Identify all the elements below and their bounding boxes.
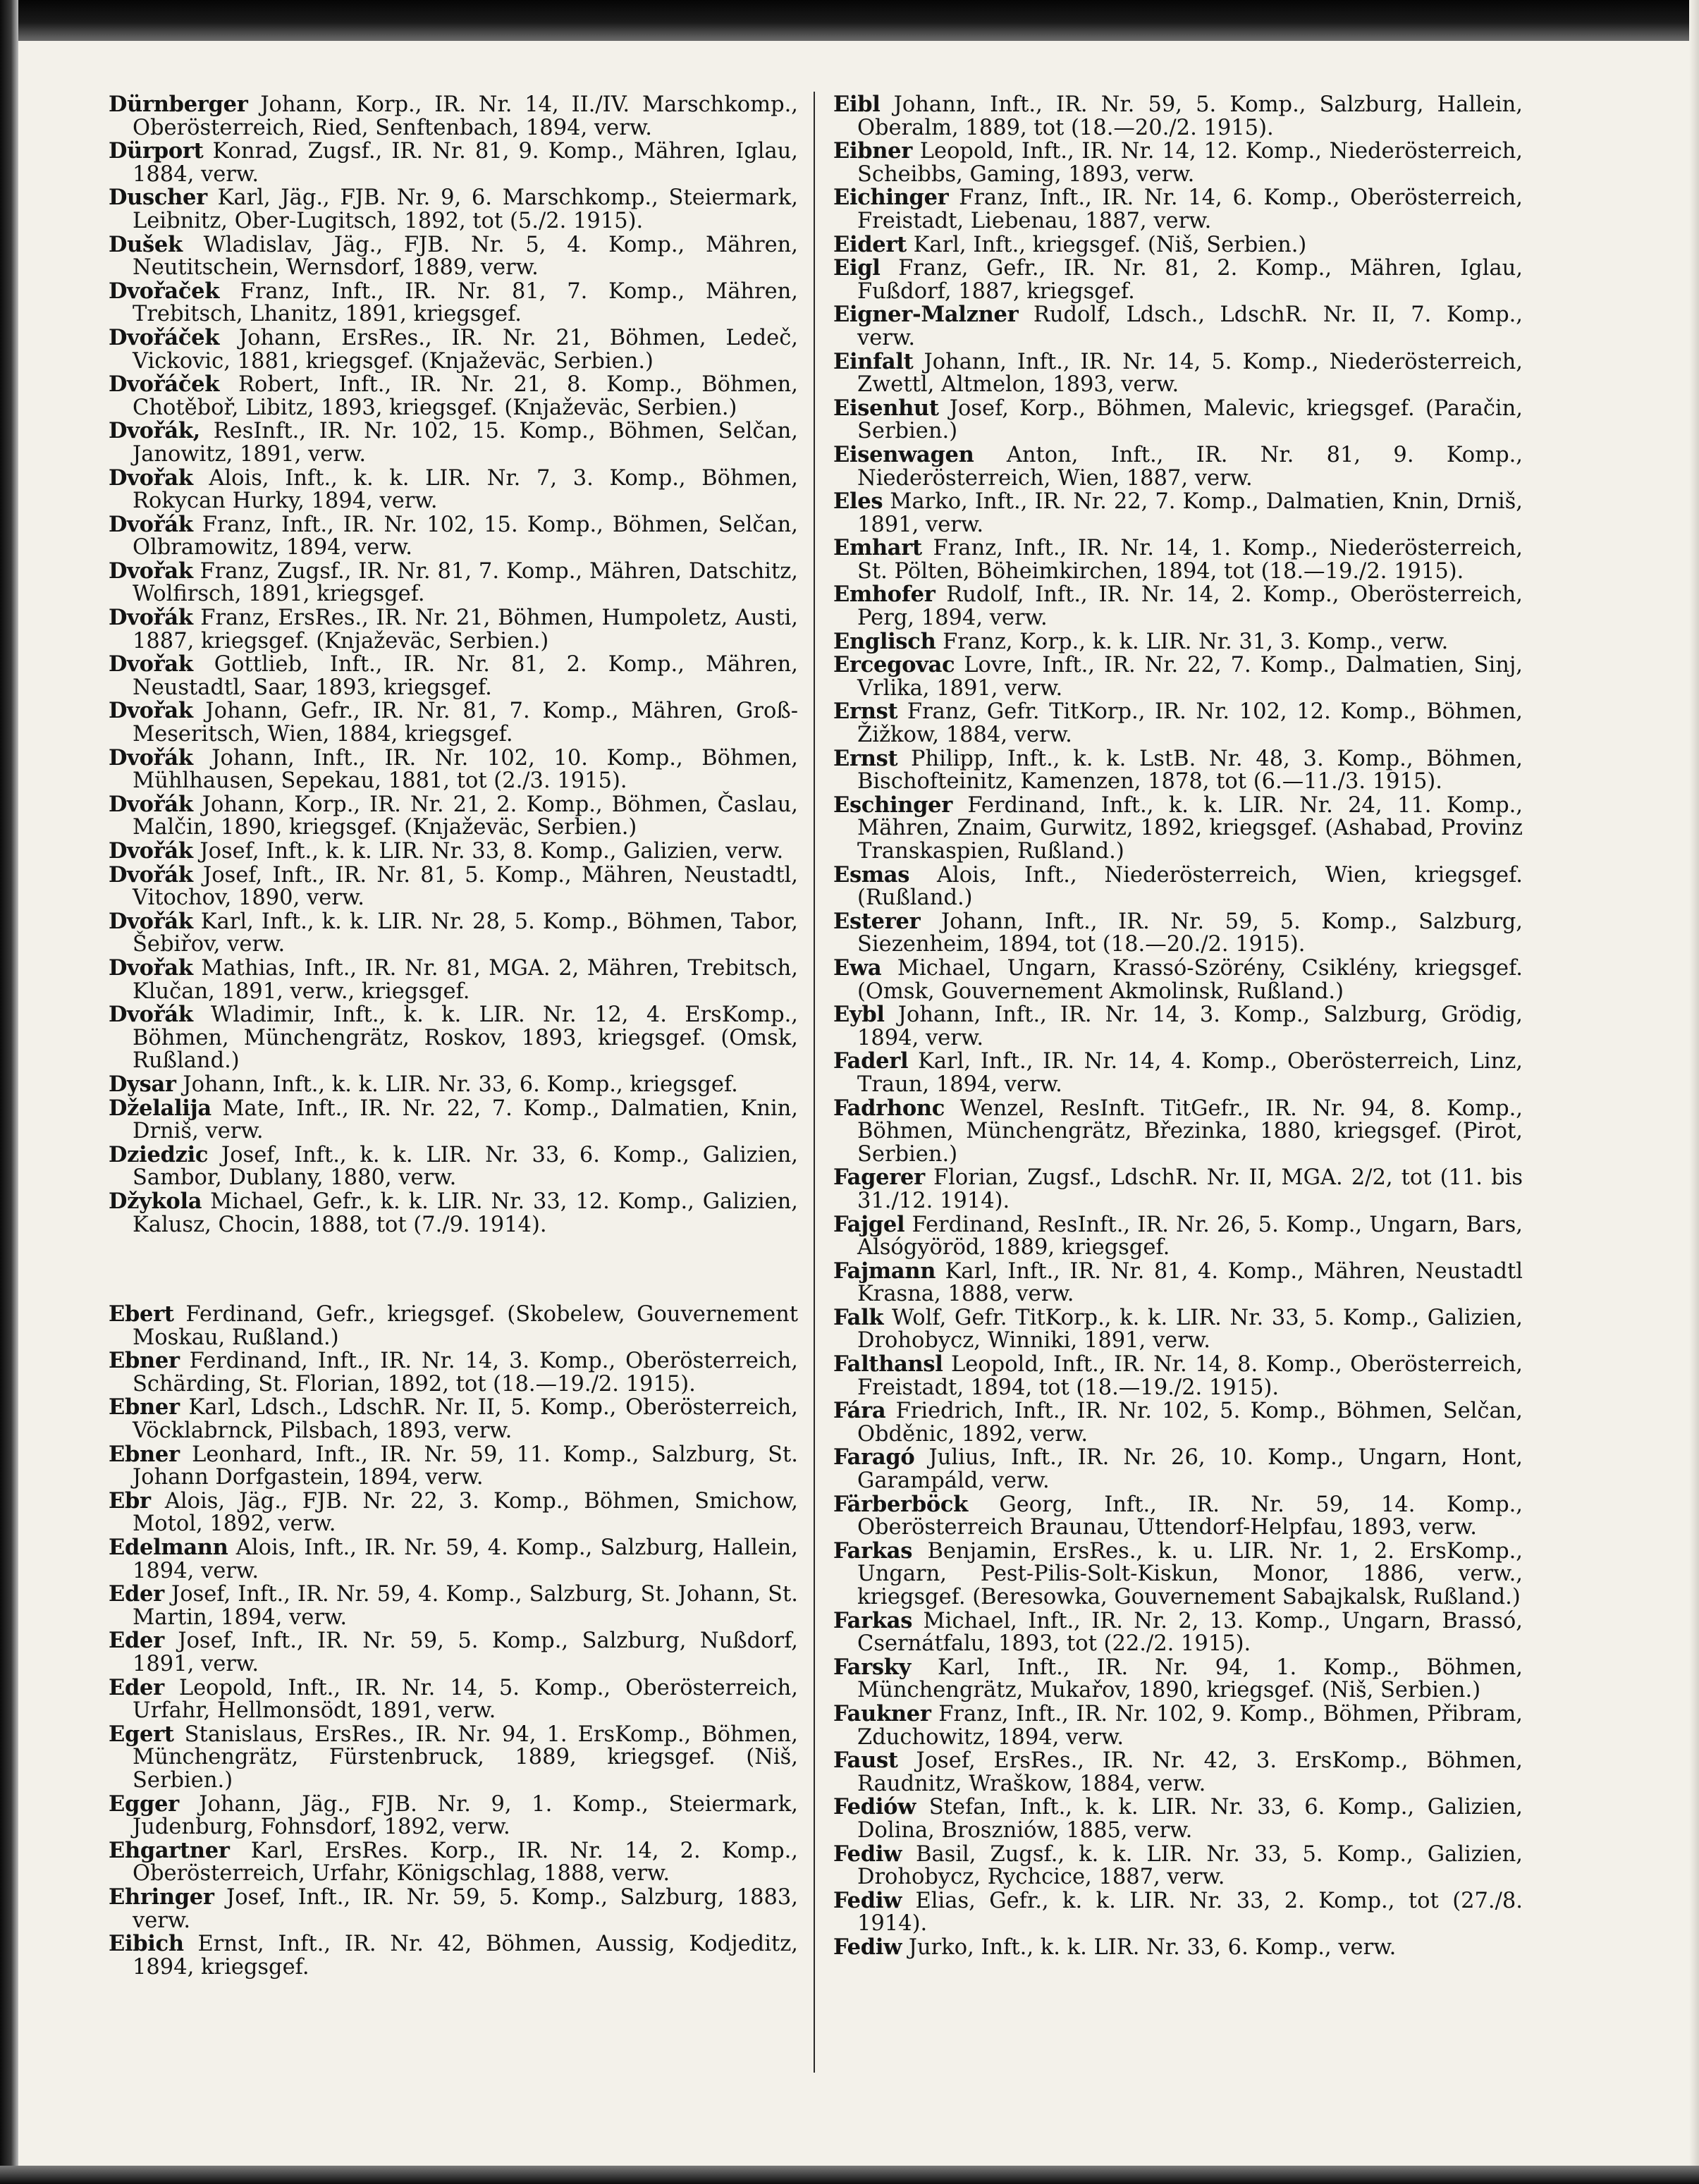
register-entry (109, 1583, 798, 1629)
left-column (109, 93, 798, 1979)
entry-surname: Egger (109, 1791, 179, 1817)
entry-surname: Dvořak (109, 955, 193, 981)
entry-surname: Dürport (109, 138, 204, 164)
entry-details: Johann, Korp., IR. Nr. 21, 2. Komp., Böhmen, Časlau, Malčin, 1890, kriegsgef. (Knjaževäc, Serbien.) (133, 792, 798, 840)
entry-surname: Fediw (833, 1841, 902, 1867)
register-entry (109, 861, 798, 911)
entry-details: Karl, Inft., IR. Nr. 81, 4. Komp., Mähren, Neustadtl Krasna, 1888, verw. (857, 1258, 1523, 1307)
entry-details: Franz, Inft., IR. Nr. 102, 9. Komp., Böhmen, Přibram, Zduchowitz, 1894, verw. (857, 1701, 1523, 1750)
entry-details: Wenzel, ResInft. TitGefr., IR. Nr. 94, 8. Komp., Böhmen, Münchengrätz, Březinka, 1880, kriegsgef. (Pirot, Serbien.) (857, 1096, 1523, 1167)
entry-details: Karl, Inft., kriegsgef. (Niš, Serbien.) (906, 232, 1307, 257)
entry-surname: Dziedzic (109, 1141, 209, 1167)
entry-details: Basil, Zugsf., k. k. LIR. Nr. 33, 5. Komp., Galizien, Drohobycz, Rychcice, 1887, verw. (857, 1841, 1523, 1890)
entry-details: Franz, Gefr. TitKorp., IR. Nr. 102, 12. Komp., Böhmen, Žižkow, 1884, verw. (857, 699, 1523, 748)
entry-details: Franz, Inft., IR. Nr. 14, 6. Komp., Oberösterreich, Freistadt, Liebenau, 1887, verw. (857, 185, 1523, 233)
entry-surname: Egert (109, 1721, 174, 1747)
entry-surname: Dželalija (109, 1095, 211, 1121)
entry-details: Karl, Jäg., FJB. Nr. 9, 6. Marschkomp., Steiermark, Leibnitz, Ober-Lugitsch, 1892, tot (5./2. 1915). (133, 185, 798, 233)
entry-details: Franz, Gefr., IR. Nr. 81, 2. Komp., Mähren, Iglau, Fußdorf, 1887, kriegsgef. (857, 256, 1523, 304)
entry-surname: Fára (833, 1398, 886, 1424)
entry-details: Michael, Inft., IR. Nr. 2, 13. Komp., Ungarn, Brassó, Csernátfalu, 1893, tot (22./2. 1915). (857, 1608, 1523, 1657)
entry-surname: Einfalt (833, 348, 914, 374)
register-entry (109, 910, 798, 957)
entry-surname: Eigner-Malzner (833, 302, 1019, 328)
right-column (833, 93, 1523, 1960)
entry-details: Alois, Inft., IR. Nr. 59, 4. Komp., Salzburg, Hallein, 1894, verw. (133, 1535, 798, 1583)
register-entry (833, 1843, 1523, 1889)
entry-details: Josef, Inft., k. k. LIR. Nr. 33, 8. Komp., Galizien, verw. (192, 839, 784, 864)
register-entry (109, 467, 798, 513)
entry-details: Wladislav, Jäg., FJB. Nr. 5, 4. Komp., Mähren, Neutitschein, Wernsdorf, 1889, verw. (133, 232, 798, 281)
register-entry (109, 699, 798, 746)
entry-surname: Faukner (833, 1700, 931, 1726)
entry-details: Franz, Korp., k. k. LIR. Nr. 31, 3. Komp., verw. (936, 629, 1449, 654)
entry-surname: Eder (109, 1581, 164, 1607)
entry-surname: Esterer (833, 908, 921, 934)
entry-surname: Farkas (833, 1607, 913, 1633)
register-entry (109, 373, 798, 419)
entry-details: Franz, ErsRes., IR. Nr. 21, Böhmen, Humpoletz, Austi, 1887, kriegsgef. (Knjaževäc, Serbien.) (133, 606, 798, 654)
entry-surname: Eibner (833, 138, 913, 164)
right-entries (833, 93, 1523, 1960)
register-entry (833, 1399, 1523, 1446)
entry-details: Josef, Inft., IR. Nr. 59, 4. Komp., Salzburg, St. Johann, St. Martin, 1894, verw. (133, 1582, 798, 1630)
register-entry (833, 1097, 1523, 1167)
entry-surname: Ebner (109, 1441, 180, 1467)
entry-details: Florian, Zugsf., LdschR. Nr. II, MGA. 2/2, tot (11. bis 31./12. 1914). (857, 1165, 1523, 1213)
entry-details: Mathias, Inft., IR. Nr. 81, MGA. 2, Mähren, Trebitsch, Klučan, 1891, verw., kriegsgef. (133, 955, 798, 1004)
entry-surname: Eles (833, 489, 883, 515)
entry-details: Johann, Inft., IR. Nr. 14, 3. Komp., Salzburg, Grödig, 1894, verw. (857, 1002, 1523, 1050)
register-entry (109, 1793, 798, 1839)
scan-bottom-border (0, 2166, 1699, 2184)
entry-details: Ferdinand, Gefr., kriegsgef. (Skobelew, Gouvernement Moskau, Rußland.) (133, 1302, 798, 1350)
entry-details: Georg, Inft., IR. Nr. 59, 14. Komp., Oberösterreich Braunau, Uttendorf-Helpfau, 1893, verw. (857, 1492, 1523, 1540)
entry-details: Franz, Inft., IR. Nr. 102, 15. Komp., Böhmen, Selčan, Olbramowitz, 1894, verw. (133, 512, 798, 560)
entry-details: Leopold, Inft., IR. Nr. 14, 8. Komp., Oberösterreich, Freistadt, 1894, tot (18.—19./2. 1915). (857, 1352, 1523, 1400)
register-entry (109, 1839, 798, 1886)
register-entry (833, 1656, 1523, 1703)
register-entry (109, 606, 798, 653)
entry-surname: Fediów (833, 1794, 916, 1820)
entry-surname: Dvořák (109, 511, 193, 537)
register-entry (833, 140, 1523, 186)
entry-surname: Eybl (833, 1002, 885, 1028)
register-entry (833, 957, 1523, 1003)
entry-details: Friedrich, Inft., IR. Nr. 102, 5. Komp., Böhmen, Selčan, Obděnic, 1892, verw. (857, 1399, 1523, 1447)
entry-details: Alois, Jäg., FJB. Nr. 22, 3. Komp., Böhmen, Smichow, Motol, 1892, verw. (133, 1488, 798, 1537)
entry-details: Johann, Korp., IR. Nr. 14, II./IV. Marschkomp., Oberösterreich, Ried, Senftenbach, 1894, verw. (133, 92, 798, 140)
entry-surname: Eder (109, 1628, 164, 1654)
entry-surname: Fediw (833, 1934, 902, 1960)
register-entry (109, 1443, 798, 1490)
register-entry (109, 419, 798, 466)
entry-surname: Dvořak (109, 465, 193, 491)
entry-details: Ferdinand, ResInft., IR. Nr. 26, 5. Komp., Ungarn, Bars, Alsógyöröd, 1889, kriegsgef. (857, 1212, 1523, 1260)
entry-details: Anton, Inft., IR. Nr. 81, 9. Komp., Niederösterreich, Wien, 1887, verw. (857, 442, 1523, 491)
entry-surname: Dvořák (109, 791, 193, 817)
entry-details: Konrad, Zugsf., IR. Nr. 81, 9. Komp., Mähren, Iglau, 1884, verw. (133, 139, 798, 187)
register-entry (833, 1003, 1523, 1050)
register-entry (109, 140, 798, 186)
entry-details: Johann, Inft., IR. Nr. 14, 5. Komp., Niederösterreich, Zwettl, Altmelon, 1893, verw. (857, 349, 1523, 398)
register-entry (833, 257, 1523, 303)
entry-surname: Englisch (833, 628, 936, 654)
entry-surname: Dvořáček (109, 372, 220, 398)
register-entry (109, 1143, 798, 1190)
entry-surname: Dysar (109, 1071, 176, 1097)
entry-surname: Eschinger (833, 792, 953, 818)
entry-surname: Ebr (109, 1487, 151, 1514)
entry-details: Franz, Inft., IR. Nr. 14, 1. Komp., Niederösterreich, St. Pölten, Böheimkirchen, 1894, tot (18.—19./2. 1915). (857, 536, 1523, 584)
entry-details: ResInft., IR. Nr. 102, 15. Komp., Böhmen, Selčan, Janowitz, 1891, verw. (133, 419, 798, 467)
entry-details: Marko, Inft., IR. Nr. 22, 7. Komp., Dalmatien, Knin, Drniš, 1891, verw. (857, 489, 1523, 537)
entry-details: Franz, Inft., IR. Nr. 81, 7. Komp., Mähren, Trebitsch, Lhanitz, 1891, kriegsgef. (133, 278, 798, 327)
entry-details: Karl, Inft., IR. Nr. 14, 4. Komp., Oberösterreich, Linz, Traun, 1894, verw. (857, 1049, 1523, 1097)
entry-details: Josef, Inft., IR. Nr. 59, 5. Komp., Salzburg, Nußdorf, 1891, verw. (133, 1628, 798, 1676)
register-entry (109, 793, 798, 840)
entry-surname: Dvořak (109, 651, 193, 677)
entry-surname: Fagerer (833, 1165, 925, 1191)
scan-right-shadow (1689, 0, 1699, 2184)
register-entry (109, 1676, 798, 1723)
entry-surname: Dürnberger (109, 92, 248, 117)
entry-surname: Falthansl (833, 1351, 943, 1378)
entry-surname: Ebner (109, 1394, 180, 1421)
entry-details: Johann, Inft., IR. Nr. 59, 5. Komp., Salzburg, Hallein, Oberalm, 1889, tot (18.—20./2. 1915). (857, 92, 1523, 140)
scan-left-border (0, 0, 18, 2184)
register-entry (833, 794, 1523, 864)
entry-surname: Falk (833, 1304, 884, 1330)
entry-details: Wolf, Gefr. TitKorp., k. k. LIR. Nr. 33, 5. Komp., Galizien, Drohobycz, Winniki, 1891, verw. (857, 1305, 1523, 1354)
register-entry (833, 186, 1523, 233)
register-entry (833, 536, 1523, 583)
left-entries-e (109, 1303, 798, 1979)
entry-surname: Eibich (109, 1931, 184, 1957)
register-entry (109, 1487, 798, 1537)
register-entry (109, 513, 798, 560)
register-entry (109, 1723, 798, 1793)
register-entry (833, 861, 1523, 911)
entry-details: Rudolf, Inft., IR. Nr. 14, 2. Komp., Oberösterreich, Perg, 1894, verw. (857, 582, 1523, 631)
entry-details: Leonhard, Inft., IR. Nr. 59, 11. Komp., Salzburg, St. Johann Dorfgastein, 1894, verw. (133, 1442, 798, 1490)
register-entry (833, 1540, 1523, 1609)
entry-details: Michael, Ungarn, Krassó-Szörény, Csiklény, kriegsgef. (Omsk, Gouvernement Akmolinsk, Rußland.) (857, 955, 1523, 1004)
entry-details: Philipp, Inft., k. k. LstB. Nr. 48, 3. Komp., Böhmen, Bischofteinitz, Kamenzen, 1878, tot (6.—11./3. 1915). (857, 746, 1523, 795)
register-entry (833, 1700, 1523, 1750)
register-entry (833, 1889, 1523, 1936)
entry-details: Johann, Inft., IR. Nr. 102, 10. Komp., Böhmen, Mühlhausen, Sepekau, 1881, tot (2./3. 1915). (133, 745, 798, 794)
entry-details: Josef, Inft., IR. Nr. 59, 5. Komp., Salzburg, 1883, verw. (133, 1884, 798, 1933)
register-entry (833, 1166, 1523, 1213)
entry-surname: Ebert (109, 1301, 174, 1327)
entry-surname: Dušek (109, 231, 183, 257)
entry-surname: Dvořák (109, 838, 193, 864)
entry-surname: Dvořák (109, 861, 193, 888)
entry-surname: Färberböck (833, 1491, 968, 1517)
entry-details: Johann, ErsRes., IR. Nr. 21, Böhmen, Ledeč, Vickovic, 1881, kriegsgef. (Knjaževäc, Serbien.) (133, 325, 798, 374)
register-entry (833, 1493, 1523, 1540)
entry-surname: Ebner (109, 1348, 180, 1374)
entry-surname: Džykola (109, 1188, 202, 1214)
register-entry (109, 840, 798, 864)
register-entry (833, 303, 1523, 350)
column-divider (814, 92, 815, 2073)
register-entry (833, 233, 1523, 257)
register-entry (833, 1260, 1523, 1306)
entry-details: Gottlieb, Inft., IR. Nr. 81, 2. Komp., Mähren, Neustadtl, Saar, 1893, kriegsgef. (133, 652, 798, 700)
entry-details: Johann, Jäg., FJB. Nr. 9, 1. Komp., Steiermark, Judenburg, Fohnsdorf, 1892, verw. (133, 1791, 798, 1840)
register-entry (109, 1349, 798, 1396)
register-entry (109, 1396, 798, 1442)
entry-surname: Eibl (833, 92, 881, 117)
register-entry (833, 654, 1523, 700)
register-entry (109, 1097, 798, 1143)
entry-surname: Dvořáček (109, 324, 220, 350)
scan-top-border (0, 0, 1699, 41)
entry-surname: Eisenhut (833, 395, 939, 421)
entry-surname: Dvořak (109, 558, 193, 584)
entry-details: Julius, Inft., IR. Nr. 26, 10. Komp., Ungarn, Hont, Garampáld, verw. (857, 1445, 1523, 1494)
register-entry (109, 233, 798, 280)
register-entry (109, 560, 798, 606)
entry-details: Ernst, Inft., IR. Nr. 42, Böhmen, Aussig, Kodjeditz, 1894, kriegsgef. (133, 1932, 798, 1980)
register-entry (833, 1446, 1523, 1492)
entry-surname: Dvořák (109, 605, 193, 631)
entry-surname: Ernst (833, 699, 898, 725)
entry-surname: Edelmann (109, 1535, 228, 1561)
entry-details: Josef, Inft., IR. Nr. 81, 5. Komp., Mähren, Neustadtl, Vitochov, 1890, verw. (133, 862, 798, 911)
entry-details: Josef, Inft., k. k. LIR. Nr. 33, 6. Komp., Galizien, Sambor, Dublany, 1880, verw. (133, 1142, 798, 1191)
entry-details: Johann, Gefr., IR. Nr. 81, 7. Komp., Mähren, Groß-Meseritsch, Wien, 1884, kriegsgef. (133, 699, 798, 747)
entry-details: Leopold, Inft., IR. Nr. 14, 12. Komp., Niederösterreich, Scheibbs, Gaming, 1893, verw. (857, 139, 1523, 187)
entry-surname: Farkas (833, 1538, 913, 1564)
entry-surname: Fediw (833, 1887, 902, 1913)
register-entry (833, 397, 1523, 443)
entry-details: Josef, Korp., Böhmen, Malevic, kriegsgef. (Paračin, Serbien.) (857, 395, 1523, 444)
entry-details: Josef, ErsRes., IR. Nr. 42, 3. ErsKomp., Böhmen, Raudnitz, Wraškow, 1884, verw. (857, 1748, 1523, 1796)
entry-surname: Faragó (833, 1444, 915, 1471)
entry-details: Leopold, Inft., IR. Nr. 14, 5. Komp., Oberösterreich, Urfahr, Hellmonsödt, 1891, verw. (133, 1675, 798, 1724)
register-entry (109, 1536, 798, 1583)
entry-surname: Dvořák (109, 1002, 193, 1028)
register-entry (833, 350, 1523, 397)
entry-surname: Eigl (833, 255, 881, 281)
entry-surname: Eichinger (833, 185, 949, 211)
entry-surname: Eidert (833, 231, 907, 257)
entry-surname: Fajmann (833, 1258, 936, 1284)
register-entry (109, 1190, 798, 1237)
entry-surname: Faderl (833, 1048, 909, 1074)
entry-details: Stefan, Inft., k. k. LIR. Nr. 33, 6. Komp., Galizien, Dolina, Broszniów, 1885, verw. (857, 1795, 1523, 1843)
entry-details: Johann, Inft., k. k. LIR. Nr. 33, 6. Komp., kriegsgef. (176, 1072, 738, 1097)
register-entry (833, 1749, 1523, 1796)
entry-surname: Farsky (833, 1654, 912, 1680)
register-entry (109, 1629, 798, 1676)
register-entry (833, 1936, 1523, 1960)
entry-details: Rudolf, Ldsch., LdschR. Nr. II, 7. Komp., verw. (857, 302, 1523, 350)
entry-details: Johann, Inft., IR. Nr. 59, 5. Komp., Salzburg, Siezenheim, 1894, tot (18.—20./2. 1915). (857, 909, 1523, 957)
entry-details: Karl, Inft., k. k. LIR. Nr. 28, 5. Komp., Böhmen, Tabor, Šebiřov, verw. (133, 909, 798, 957)
entry-surname: Faust (833, 1748, 898, 1774)
entry-surname: Eisenwagen (833, 441, 974, 467)
register-entry (109, 326, 798, 373)
entry-surname: Ehringer (109, 1884, 214, 1910)
register-entry (833, 1796, 1523, 1842)
entry-surname: Fajgel (833, 1211, 905, 1237)
entry-details: Robert, Inft., IR. Nr. 21, 8. Komp., Böhmen, Chotěboř, Libitz, 1893, kriegsgef. (Knjaževäc, Serbien.) (133, 372, 798, 420)
register-entry (833, 747, 1523, 794)
entry-surname: Dvořaček (109, 278, 220, 304)
register-entry (109, 1003, 798, 1073)
left-entries-d (109, 93, 798, 1237)
register-entry (833, 700, 1523, 747)
register-entry (833, 1306, 1523, 1353)
entry-details: Mate, Inft., IR. Nr. 22, 7. Komp., Dalmatien, Knin, Drniš, verw. (133, 1096, 798, 1144)
register-entry (109, 93, 798, 140)
register-entry (833, 443, 1523, 490)
entry-surname: Duscher (109, 185, 207, 211)
entry-details: Jurko, Inft., k. k. LIR. Nr. 33, 6. Komp., verw. (902, 1934, 1397, 1960)
register-entry (833, 1609, 1523, 1656)
register-entry (109, 1932, 798, 1979)
register-entry (109, 653, 798, 699)
register-entry (109, 1303, 798, 1349)
entry-details: Alois, Inft., k. k. LIR. Nr. 7, 3. Komp., Böhmen, Rokycan Hurky, 1894, verw. (133, 465, 798, 514)
entry-details: Ferdinand, Inft., IR. Nr. 14, 3. Komp., Oberösterreich, Schärding, St. Florian, 1892, tot (18.—19./2. 1915). (133, 1349, 798, 1397)
register-entry (833, 630, 1523, 654)
register-entry (109, 280, 798, 326)
register-entry (109, 957, 798, 1003)
entry-details: Lovre, Inft., IR. Nr. 22, 7. Komp., Dalmatien, Sinj, Vrlika, 1891, verw. (857, 653, 1523, 701)
entry-surname: Ercegovac (833, 652, 955, 678)
entry-details: Karl, Inft., IR. Nr. 94, 1. Komp., Böhmen, Münchengrätz, Mukařov, 1890, kriegsgef. (Niš, Serbien.) (857, 1655, 1523, 1703)
register-entry (109, 1073, 798, 1097)
entry-surname: Dvořák (109, 744, 193, 771)
entry-surname: Ernst (833, 745, 898, 771)
entry-surname: Dvořák, (109, 418, 200, 444)
register-entry (833, 1050, 1523, 1096)
entry-surname: Eder (109, 1674, 164, 1700)
register-entry (109, 1886, 798, 1932)
register-entry (833, 1213, 1523, 1260)
register-entry (833, 490, 1523, 536)
entry-surname: Dvořak (109, 698, 193, 724)
register-entry (109, 186, 798, 233)
entry-details: Alois, Inft., Niederösterreich, Wien, kriegsgef. (Rußland.) (857, 862, 1523, 911)
entry-details: Wladimir, Inft., k. k. LIR. Nr. 12, 4. ErsKomp., Böhmen, Münchengrätz, Roskov, 1893, kriegsgef. (Omsk, Rußland.) (133, 1002, 798, 1074)
entry-details: Michael, Gefr., k. k. LIR. Nr. 33, 12. Komp., Galizien, Kalusz, Chocin, 1888, tot (7./9. 1914). (133, 1189, 798, 1237)
entry-surname: Esmas (833, 861, 910, 888)
entry-surname: Ewa (833, 955, 882, 981)
entry-details: Franz, Zugsf., IR. Nr. 81, 7. Komp., Mähren, Datschitz, Wolfirsch, 1891, kriegsgef. (133, 558, 798, 607)
register-entry (833, 93, 1523, 140)
entry-details: Stanislaus, ErsRes., IR. Nr. 94, 1. ErsKomp., Böhmen, Münchengrätz, Fürstenbruck, 1889, kriegsgef. (Niš, Serbien.) (133, 1722, 798, 1793)
entry-surname: Ehgartner (109, 1837, 230, 1863)
entry-surname: Emhart (833, 535, 922, 561)
entry-details: Karl, Ldsch., LdschR. Nr. II, 5. Komp., Oberösterreich, Vöcklabrnck, Pilsbach, 1893, verw. (133, 1395, 798, 1444)
entry-details: Karl, ErsRes. Korp., IR. Nr. 14, 2. Komp., Oberösterreich, Urfahr, Königschlag, 1888, verw. (133, 1838, 798, 1887)
entry-surname: Emhofer (833, 582, 936, 608)
entry-details: Ferdinand, Inft., k. k. LIR. Nr. 24, 11. Komp., Mähren, Znaim, Gurwitz, 1892, kriegsgef. (Ashabad, Provinz Transkaspien, Rußland.) (857, 792, 1523, 864)
entry-surname: Dvořák (109, 908, 193, 934)
section-gap (109, 1237, 798, 1303)
register-entry (109, 744, 798, 794)
entry-details: Elias, Gefr., k. k. LIR. Nr. 33, 2. Komp., tot (27./8. 1914). (857, 1888, 1523, 1937)
register-entry (833, 910, 1523, 957)
entry-details: Benjamin, ErsRes., k. u. LIR. Nr. 1, 2. ErsKomp., Ungarn, Pest-Pilis-Solt-Kiskun, Monor, 1886, verw., kriegsgef. (Beresowka, Gouvernement Sabajkalsk, Rußland.) (857, 1538, 1523, 1609)
register-entry (833, 1353, 1523, 1399)
register-entry (833, 583, 1523, 630)
entry-surname: Fadrhonc (833, 1095, 945, 1121)
